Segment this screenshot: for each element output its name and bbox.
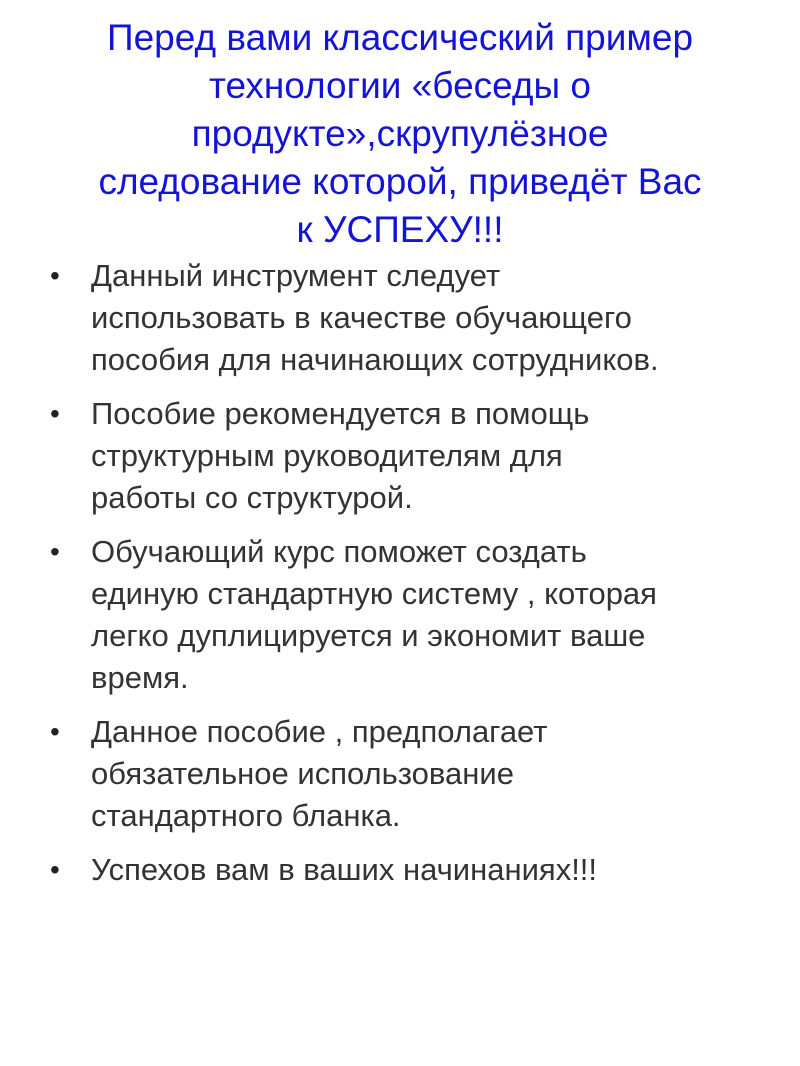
bullet-dot-icon: •	[50, 854, 60, 885]
bullet-list	[42, 255, 782, 903]
bullet-text-line: обязательное использование	[91, 756, 514, 791]
bullet-text-line: время.	[91, 660, 189, 695]
bullet-text-line: Данное пособие , предполагает	[91, 714, 548, 749]
bullet-text-line: работы со структурой.	[91, 480, 413, 515]
title-line: к УСПЕХУ!!!	[296, 209, 504, 250]
bullet-item	[42, 255, 782, 381]
title-line: технологии «беседы о	[209, 65, 591, 106]
bullet-dot-icon: •	[50, 536, 60, 567]
bullet-text-line: пособия для начинающих сотрудников.	[91, 342, 659, 377]
bullet-dot-icon: •	[50, 260, 60, 291]
title-line: следование которой, приведёт Вас	[98, 161, 702, 202]
title-line: продукте»,скрупулёзное	[191, 113, 609, 154]
bullet-text-line: структурным руководителям для	[91, 438, 563, 473]
bullet-text-line: использовать в качестве обучающего	[91, 300, 632, 335]
bullet-item	[42, 711, 782, 837]
bullet-text-line: Успехов вам в ваших начинаниях!!!	[91, 852, 598, 887]
bullet-item	[42, 531, 782, 699]
bullet-text-line: Данный инструмент следует	[91, 258, 501, 293]
bullet-text-line: легко дуплицируется и экономит ваше	[91, 618, 646, 653]
title-line: Перед вами классический пример	[106, 17, 694, 58]
bullet-text-line: Обучающий курс поможет создать	[91, 534, 587, 569]
bullet-dot-icon: •	[50, 398, 60, 429]
bullet-item	[42, 849, 782, 891]
slide-title	[40, 14, 760, 254]
bullet-text-line: единую стандартную систему , которая	[91, 576, 657, 611]
bullet-text-line: стандартного бланка.	[91, 798, 401, 833]
bullet-item	[42, 393, 782, 519]
bullet-text-line: Пособие рекомендуется в помощь	[91, 396, 590, 431]
bullet-dot-icon: •	[50, 716, 60, 747]
